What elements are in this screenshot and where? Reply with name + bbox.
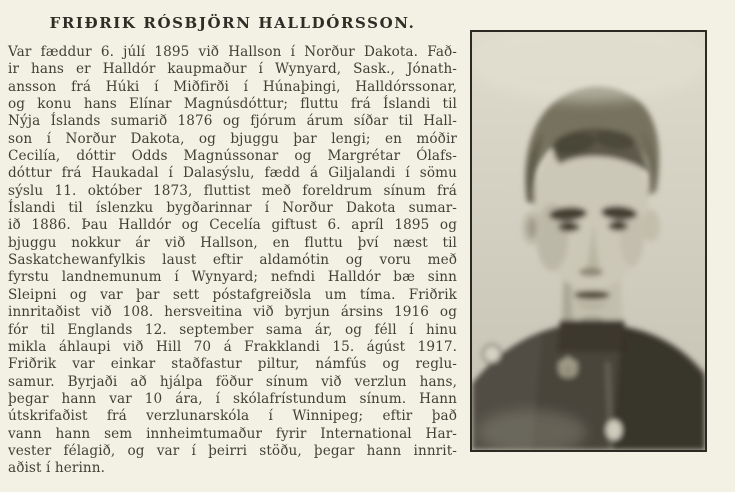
right-ear — [642, 210, 660, 242]
text-line: útskrifaðist frá verzlunarskóla í Winnipeg; eftir það — [8, 408, 457, 425]
button — [606, 420, 622, 440]
portrait-photo — [470, 30, 707, 452]
text-line: fyrstu landnemunum í Wynyard; nefndi Halldór bæ sinn — [8, 269, 457, 286]
text-line: mikla áhlaupi við Hill 70 á Frakklandi 15. ágúst 1917. — [8, 338, 457, 355]
biography-text — [8, 44, 457, 478]
text-line: bjuggu nokkur ár við Hallson, en fluttu því næst til — [8, 234, 457, 251]
text-line: vann hann sem innheimtumaður fyrir International Har- — [8, 425, 457, 442]
text-line: son í Norður Dakota, og bjuggu þar lengi; en móðir — [8, 130, 457, 147]
portrait-illustration — [472, 32, 705, 450]
text-line: samur. Byrjaði að hjálpa föður sínum við verzlun hans, — [8, 373, 457, 390]
text-line: innritaðist við 108. hersveitina við byrjun ársins 1916 og — [8, 304, 457, 321]
text-line: sýslu 11. október 1873, fluttist með foreldrum sínum frá — [8, 182, 457, 199]
text-line: ansson frá Húki í Miðfirði í Húnaþingi, Halldórssonar, — [8, 78, 457, 95]
text-line: ir hans er Halldór kaupmaður í Wynyard, Sask., Jónath- — [8, 61, 457, 78]
mouth — [574, 290, 610, 299]
text-line: Friðrik var einkar staðfastur piltur, námfús og reglu- — [8, 356, 457, 373]
text-line: þegar hann var 10 ára, í skólafrístundum sínum. Hann — [8, 390, 457, 407]
text-line: aðist í herinn. — [8, 460, 106, 477]
text-line: Nýja Íslands sumarið 1876 og fjórum árum síðar til Hall- — [8, 113, 457, 130]
collar — [557, 320, 628, 352]
text-line: ið 1886. Þau Halldór og Cecelía giftust 6. apríl 1895 og — [8, 217, 457, 234]
biography-column — [8, 14, 457, 478]
text-line: Cecilía, dóttir Odds Magnússonar og Margrétar Ólafs- — [8, 148, 457, 165]
text-line: dóttur frá Haukadal í Dalasýslu, fædd á Giljalandi í sömu — [8, 165, 457, 182]
text-line: vester félagið, og var í þeirri stöðu, þegar hann innrit- — [8, 442, 457, 459]
text-line: Íslandi til íslenzku bygðarinnar í Norður Dakota sumar- — [8, 200, 457, 217]
text-line: og konu hans Elínar Magnúsdóttur; fluttu frá Íslandi til — [8, 96, 457, 113]
page-title: FRIÐRIK RÓSBJÖRN HALLDÓRSSON. — [49, 14, 416, 32]
text-line: fór til Englands 12. september sama ár, og féll í hinu — [8, 321, 457, 338]
text-line: Saskatchewanfylkis laust eftir aldamótin og voru með — [8, 252, 457, 269]
text-line: Var fæddur 6. júlí 1895 við Hallson í Norður Dakota. Fað- — [8, 44, 457, 60]
text-line: Sleipni og var þar sett póstafgreiðsla um tíma. Friðrik — [8, 286, 457, 303]
